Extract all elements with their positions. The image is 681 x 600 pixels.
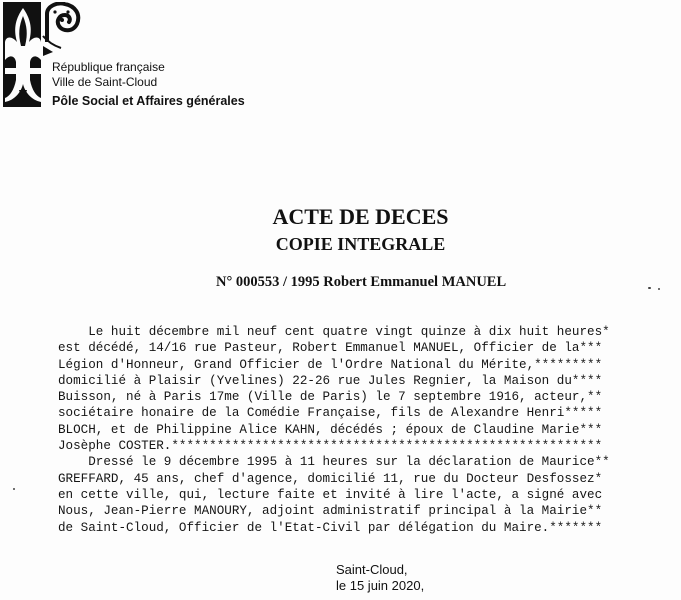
act-body <box>58 324 678 536</box>
signature-block <box>336 562 424 594</box>
department-name: Pôle Social et Affaires générales <box>52 94 245 108</box>
body-line: GREFFARD, 45 ans, chef d'agence, domicilié 11, rue du Docteur Desfossez* <box>58 471 603 486</box>
scan-speck <box>13 488 15 490</box>
document-subtitle: COPIE INTEGRALE <box>275 234 446 254</box>
body-line: sociétaire honaire de la Comédie Française, fils de Alexandre Henri***** <box>58 406 603 421</box>
body-line: Josèphe COSTER.********************************************************* <box>58 439 603 454</box>
body-line: est décédé, 14/16 rue Pasteur, Robert Emmanuel MANUEL, Officier de la*** <box>58 341 603 356</box>
body-line: en cette ville, qui, lecture faite et invité à lire l'acte, a signé avec <box>58 487 603 502</box>
signature-date: le 15 juin 2020, <box>336 578 425 593</box>
body-line: BLOCH, et de Philippine Alice KAHN, décédés ; époux de Claudine Marie*** <box>58 422 603 437</box>
city-name: Ville de Saint-Cloud <box>52 75 158 89</box>
scan-speck <box>648 287 651 289</box>
scan-speck <box>658 288 660 290</box>
act-number: N° 000553 / 1995 Robert Emmanuel MANUEL <box>216 274 507 290</box>
body-line: Légion d'Honneur, Grand Officier de l'Ordre National du Mérite,********* <box>58 357 603 372</box>
issuing-authority <box>52 60 245 109</box>
body-line: Buisson, né à Paris 17me (Ville de Paris) le 7 septembre 1916, acteur,** <box>58 390 603 405</box>
document-title: ACTE DE DECES <box>272 204 449 229</box>
body-line: Dressé le 9 décembre 1995 à 11 heures sur la déclaration de Maurice** <box>58 455 610 470</box>
body-line: domicilié à Plaisir (Yvelines) 22-26 rue Jules Regnier, la Maison du**** <box>58 373 603 388</box>
country-name: République française <box>52 60 165 74</box>
body-line: Nous, Jean-Pierre MANOURY, adjoint administratif principal à la Mairie** <box>58 504 603 519</box>
body-line: de Saint-Cloud, Officier de l'Etat-Civil par délégation du Maire.******* <box>58 520 603 535</box>
body-line: Le huit décembre mil neuf cent quatre vingt quinze à dix huit heures* <box>58 325 610 339</box>
signature-place: Saint-Cloud, <box>336 562 408 577</box>
